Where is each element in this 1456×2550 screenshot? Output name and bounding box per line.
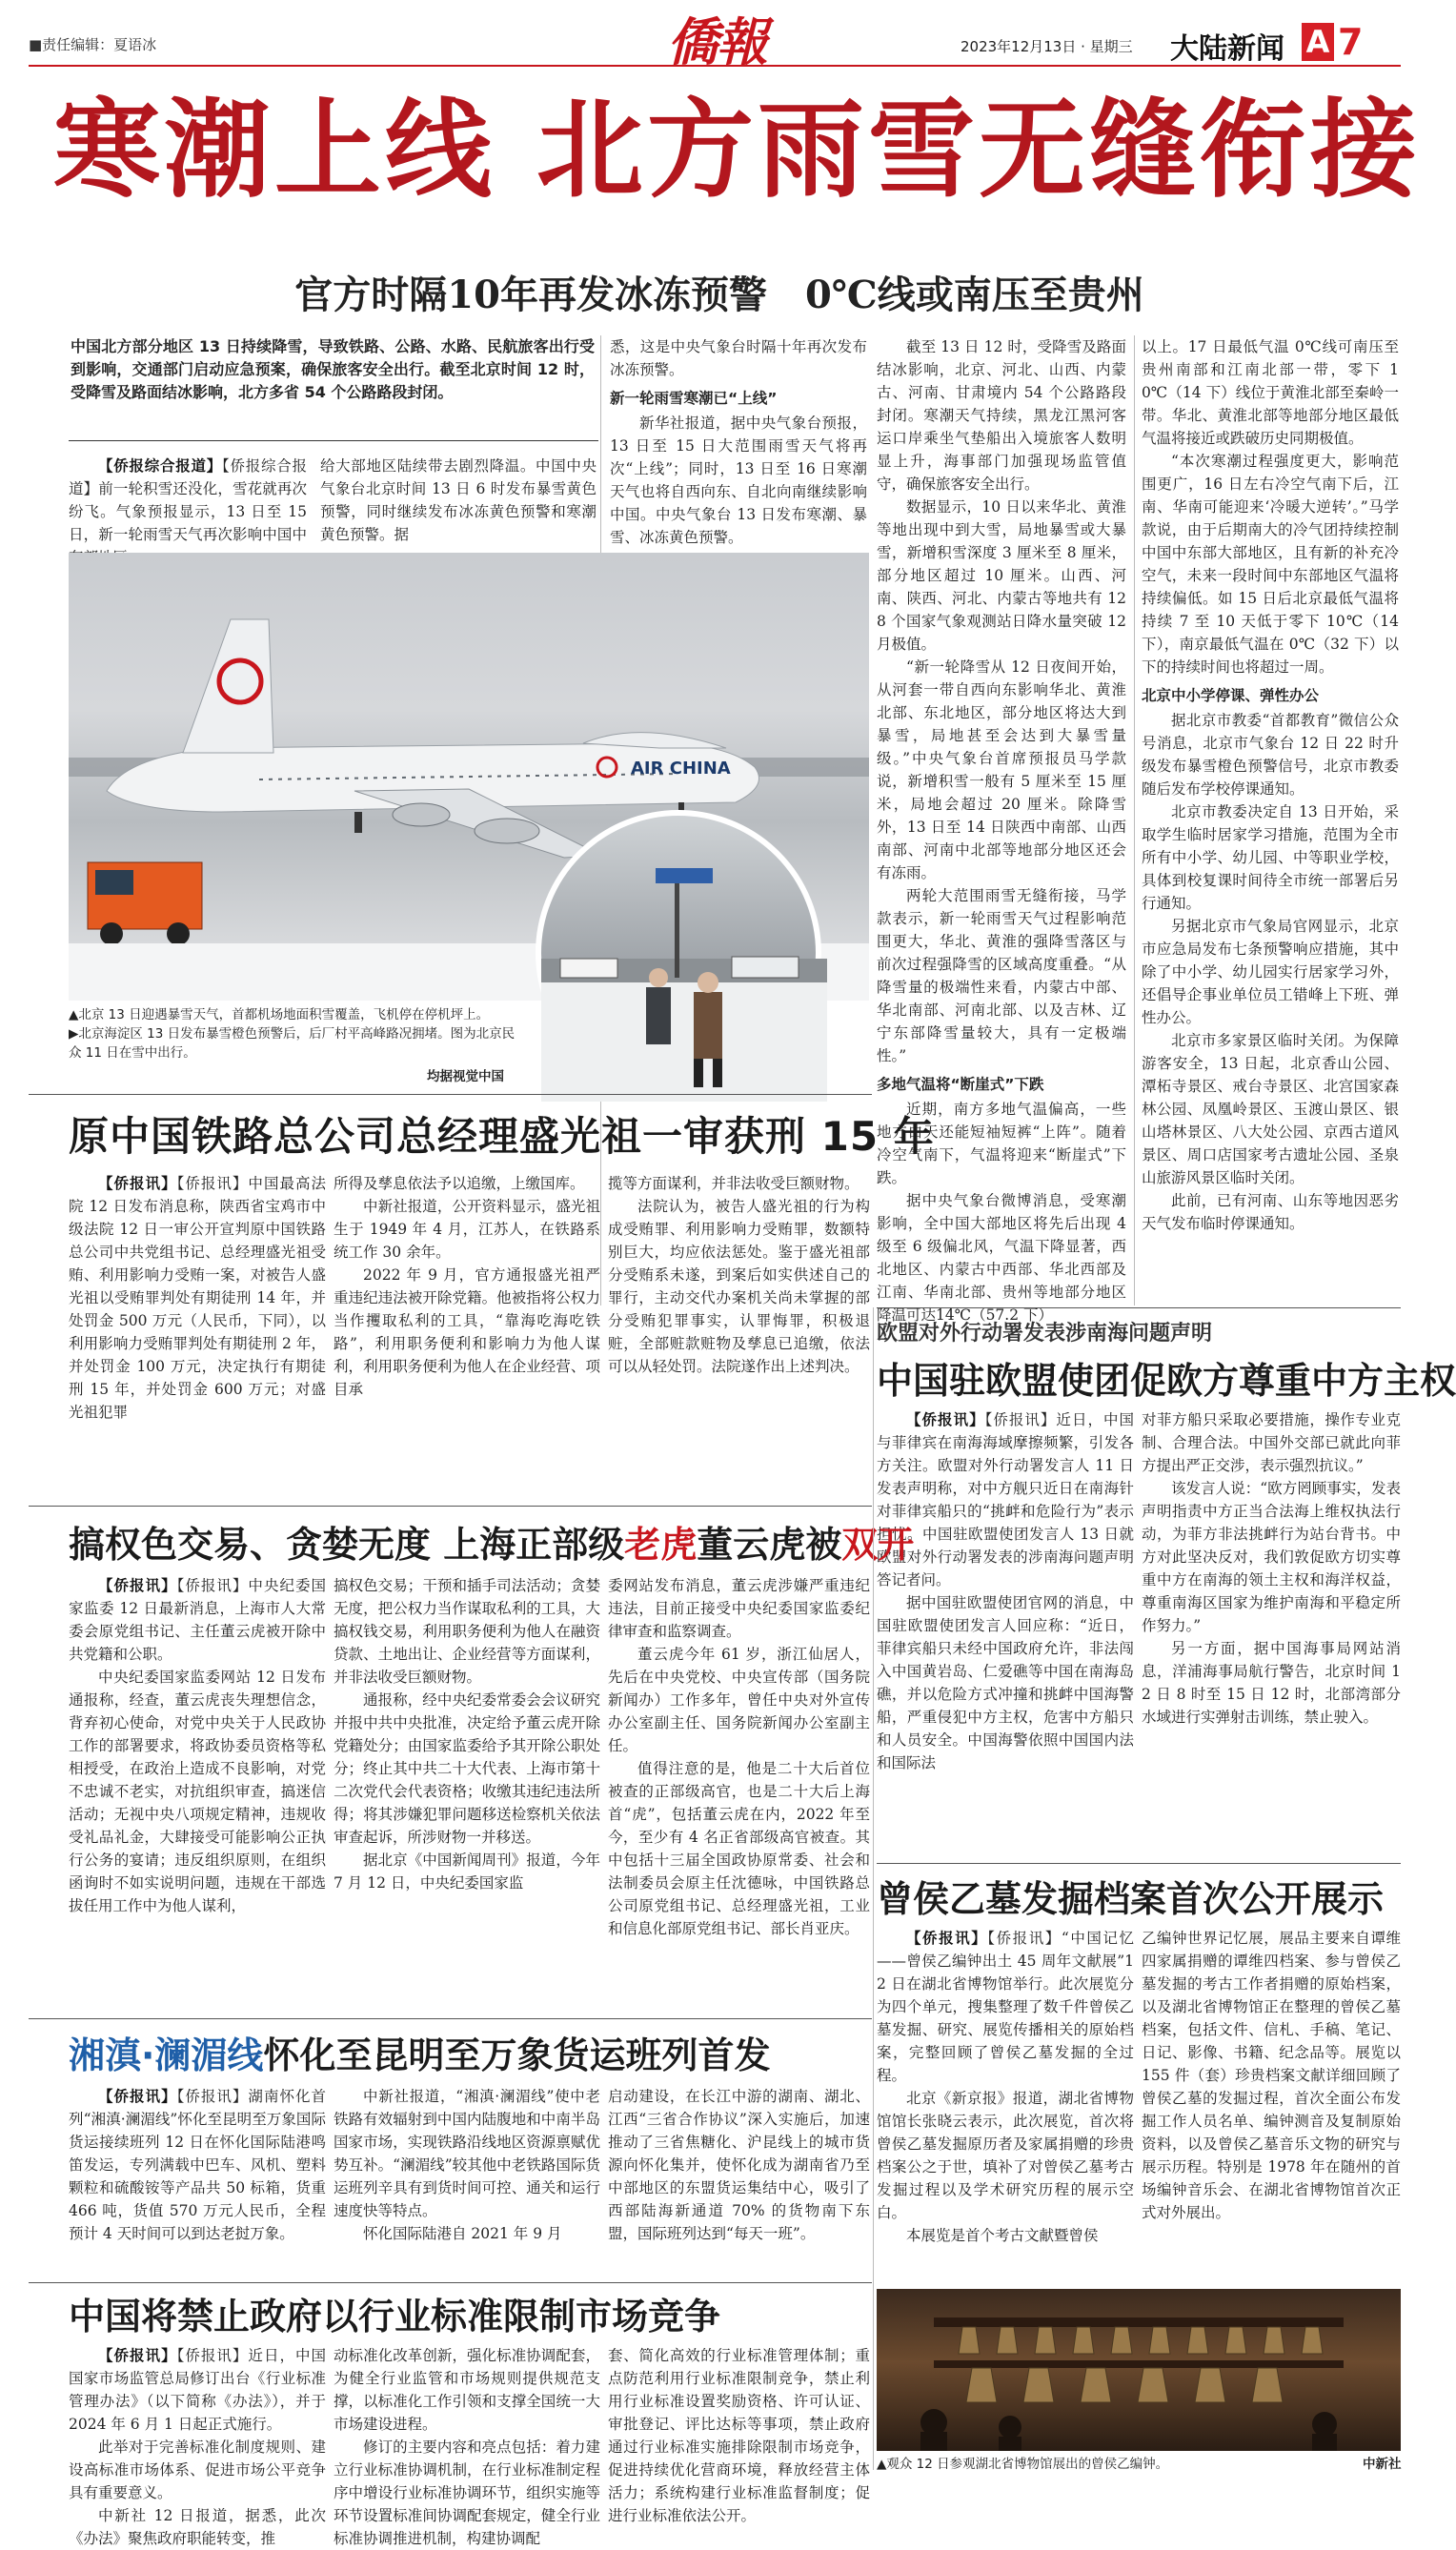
article3-headline-highlight: 双开 <box>841 1524 915 1566</box>
lead-summary: 中国北方部分地区 13 日持续降雪，导致铁路、公路、水路、民航旅客出行受到影响，交通部门启动应急预案，确保旅客安全出行。截至北京时间 12 时，受降雪及路面结冰影响，北方多省 54 个公路路段封闭。 <box>71 337 595 401</box>
section-rule <box>877 1863 1401 1864</box>
lead-body-col3: 悉，这是中央气象台时隔十年再次发布冰冻预警。 新一轮雨雪寒潮已“上线” 新华社报道，据中央气象台预报，13 日至 15 日大范围雨雪天气将再次“上线”；同时，13 日至 16 日寒潮天气也将自西向东、自北向南继续影响中国。中央气象台 13 日发布寒潮、暴雪、冰冻黄色预警。 <box>610 338 867 546</box>
article6-headline: 中国驻欧盟使团促欧方尊重中方主权 <box>877 1360 1456 1402</box>
article3-headline <box>69 1515 914 1568</box>
article6-kicker: 欧盟对外行动署发表涉南海问题声明 <box>877 1322 1213 1346</box>
lead-subhead: 官方时隔10年再发冰冻预警 0℃线或南压至贵州 <box>294 273 1144 317</box>
article4-col3: 启动建设，在长江中游的湖南、湖北、江西“三省合作协议”深入实施后，加速推动了三省焦糖化、沪昆线上的城市货源向怀化集并，使怀化成为湖南省乃至中部地区的东盟货运集结中心，吸引了西部陆海新通道 70% 的货物南下东盟，国际班列达到“每天一班”。 <box>608 2088 870 2242</box>
lead-headline: 寒潮上线 北方雨雪无缝衔接 <box>53 89 1421 212</box>
lead-photo-credit: 均据视觉中国 <box>427 1069 504 1084</box>
lead-body-col2: 给大部地区陆续带去剧烈降温。中国中央气象台北京时间 13 日 6 时发布暴雪黄色预警，同时继续发布冰冻黄色预警和寒潮黄色预警。据 <box>320 457 597 543</box>
article5-col3: 套、简化高效的行业标准管理体制；重点防范利用行业标准限制竞争，禁止利用行业标准设置奖励资格、许可认证、审批登记、评比达标等事项，禁止政府通过行业标准实施排除限制市场竞争，促进持续优化营商环境，释放经营主体活力；系统构建行业标准监督制度；促进行业标准依法公开。 <box>608 2347 870 2524</box>
header-rule <box>29 65 1401 67</box>
article3-headline-highlight: 老虎 <box>624 1524 698 1566</box>
article2-col1: 【侨报讯】【侨报讯】中国最高法院 12 日发布消息称，陕西省宝鸡市中级法院 12 日一审公开宣判原中国铁路总公司中共党组书记、总经理盛光祖受贿、利用影响力受贿一案，对被告人盛光祖以受贿罪判处有期徒刑 14 年，并处罚金 500 万元（人民币，下同），以利用影响力受贿罪判处有期徒刑 2 年，并处罚金 100 万元，决定执行有期徒刑 15 年，并处罚金 600 万元；对盛光祖犯罪 <box>69 1175 326 1421</box>
street-snow-photo <box>536 810 821 1096</box>
summary-rule <box>69 440 598 441</box>
street-scene <box>541 816 827 1102</box>
article6-col2: 对菲方船只采取必要措施，操作专业克制、合理合法。中国外交部已就此向菲方提出严正交涉，表示强烈抗议。” 该发言人说：“欧方罔顾事实，发表声明指责中方正当合法海上维权执法行动，为菲方非法挑衅行为站台背书。中方对此坚决反对，我们敦促欧方切实尊重中方在南海的领土主权和海洋权益，尊重南海区国家为维护南海和平稳定所作努力。” 另一方面，据中国海事局网站消息，洋浦海事局航行警告，北京时间 12 日 8 时至 15 日 12 时，北部湾部分水域进行实弹射击训练，禁止驶入。 <box>1142 1411 1401 1726</box>
article4-headline <box>69 2026 770 2078</box>
page-number: 7 <box>1338 21 1364 63</box>
museum-photo-credit: 中新社 <box>1363 2457 1402 2472</box>
article6-col1: 【侨报讯】【侨报讯】近日，中国与菲律宾在南海海域摩擦频繁，引发各方关注。欧盟对外行动署发言人 11 日发表声明称，对中方舰只近日在南海针对菲律宾船只的“挑衅和危险行为”表示担忧。中国驻欧盟使团发言人 13 日就欧盟对外行动署发表的涉南海问题声明答记者问。 据中国驻欧盟使团官网的消息，中国驻欧盟使团发言人回应称：“近日，菲律宾船只未经中国政府允许，非法闯入中国黄岩岛、仁爱礁等中国在南海岛礁，并以危险方式冲撞和挑衅中国海警船，严重侵犯中方主权，危害中方船只和人员安全。中国海警依照中国国内法和国际法 <box>877 1411 1134 1771</box>
editor-line: ■责任编辑：夏语冰 <box>29 36 157 53</box>
article2-col2: 所得及孳息依法予以追缴，上缴国库。 中新社报道，公开资料显示，盛光祖生于 1949 年 4 月，江苏人，在铁路系统工作 30 余年。 2022 年 9 月，官方通报盛光祖严重违纪违法被开除党籍。他被指将公权力当作攫取私利的工具，“靠海吃海吃铁路”，利用职务便利和影响力为他人谋利，利用职务便利为他人在企业经营、项目承 <box>334 1175 600 1398</box>
col-divider <box>873 1307 874 2470</box>
bells-scene <box>877 2289 1401 2451</box>
section-rule <box>877 1307 1401 1308</box>
newspaper-logo: 僑報 <box>667 11 766 72</box>
article4-headline-part: 怀化至昆明至万象货运班列首发 <box>263 2034 771 2076</box>
article4-col1: 【侨报讯】【侨报讯】湖南怀化首列“湘滇·澜湄线”怀化至昆明至万象国际货运接续班列 12 日在怀化国际陆港鸣笛发运，专列满载中巴车、风机、塑料颗粒和硫酸铵等产品共 50 标箱，货重 466 吨，货值 570 万元人民币，全程预计 4 天时间可以到达老挝万象。 <box>69 2088 326 2242</box>
lead-body-col1: 【侨报综合报道】【侨报综合报道】前一轮积雪还没化，雪花就再次纷飞。气象预报显示，13 日至 15 日，新一轮雨雪天气再次影响中国中 <box>69 457 307 543</box>
museum-photo-caption: ▲观众 12 日参观湖北省博物馆展出的曾侯乙编钟。 <box>877 2457 1169 2472</box>
section-rule <box>29 1506 872 1507</box>
article7-col2: 乙编钟世界记忆展，展品主要来自谭维四家属捐赠的谭维四档案、参与曾侯乙墓发掘的考古工作者捐赠的原始档案，以及湖北省博物馆正在整理的曾侯乙墓档案，包括文件、信札、手稿、笔记、日记、影像、书籍、纪念品等。展览以 155 件（套）珍贵档案文献详细回顾了曾侯乙墓的发掘过程，首次全面公布发掘工作人员名单、编钟测音及复制原始资料，以及曾侯乙墓音乐文物的研究与展示历程。特别是 1978 年在随州的首场编钟音乐会、在湖北省博物馆首次正式对外展出。 <box>1142 1930 1401 2221</box>
article3-headline-part: 董云虎被 <box>697 1524 842 1566</box>
lead-photo-caption: ▲北京 13 日迎遇暴雪天气，首都机场地面积雪覆盖，飞机停在停机坪上。 ▶北京海淀区 13 日发布暴雪橙色预警后，后厂村平高峰路况拥堵。图为北京民众 11 日在雪中出行。 <box>69 1007 516 1061</box>
section-rule <box>29 2018 872 2019</box>
section-rule <box>29 1094 872 1095</box>
museum-bells-photo <box>877 2289 1401 2451</box>
section-rule <box>29 2282 872 2283</box>
article3-headline-part: 搞权色交易、贪婪无度 上海正部级 <box>69 1524 625 1566</box>
article4-col2: 中新社报道，“湘滇·澜湄线”使中老铁路有效辐射到中国内陆腹地和中南半岛国家市场，实现铁路沿线地区资源禀赋优势互补。“澜湄线”较其他中老铁路国际货运班列辛具有到货时间可控、通关和运行速度快等特点。 怀化国际陆港自 2021 年 9 月 <box>334 2088 600 2242</box>
article5-headline: 中国将禁止政府以行业标准限制市场竞争 <box>69 2296 721 2338</box>
col-divider <box>1134 335 1135 1305</box>
article7-col1: 【侨报讯】【侨报讯】“中国记忆——曾侯乙编钟出土 45 周年文献展”12 日在湖北省博物馆举行。此次展览分为四个单元，搜集整理了数千件曾侯乙墓发掘、研究、展览传播相关的原始档案，完整回顾了曾侯乙墓发掘的全过程。 北京《新京报》报道，湖北省博物馆馆长张晓云表示，此次展览，首次将曾侯乙墓发掘原历者及家属捐赠的珍贵档案公之于世，填补了对曾侯乙墓考古发掘过程以及学术研究历程的展示空白。 本展览是首个考古文献暨曾侯 <box>877 1930 1134 2244</box>
article3-col1: 【侨报讯】【侨报讯】中央纪委国家监委 12 日最新消息，上海市人大常委会原党组书记、主任董云虎被开除中共党籍和公职。 中央纪委国家监委网站 12 日发布通报称，经查，董云虎丧失理想信念，背弃初心使命，对党中央关于人民政协工作的部署要求，将政协委员资格等私相授受，在政治上造成不良影响，对党不忠诚不老实，对抗组织审查，搞迷信活动；无视中央八项规定精神，违规收受礼品礼金，大肆接受可能影响公正执行公务的宴请；违反组织原则，在组织函询时不如实说明问题，违规在干部选拔任用工作中为他人谋利， <box>69 1577 326 1914</box>
article7-headline: 曾侯乙墓发掘档案首次公开展示 <box>877 1878 1385 1920</box>
article4-headline-highlight: 湘滇·澜湄线 <box>69 2034 264 2076</box>
page-letter: A <box>1302 23 1334 61</box>
airline-livery: AIR CHINA <box>631 759 731 779</box>
article3-col2: 搞权色交易；干预和插手司法活动；贪婪无度，把公权力当作谋取私利的工具，大搞权钱交易，利用职务便利为他人在融资贷款、土地出让、企业经营等方面谋利，并非法收受巨额财物。 通报称，经中央纪委常委会会议研究并报中共中央批准，决定给予董云虎开除党籍处分；由国家监委给予其开除公职处分；终止其中共二十大代表、上海市第十二次党代会代表资格；收缴其违纪违法所得；将其涉嫌犯罪问题移送检察机关依法审查起诉，所涉财物一并移送。 据北京《中国新闻周刊》报道，今年 7 月 12 日，中央纪委国家监 <box>334 1577 600 1892</box>
article2-headline: 原中国铁路总公司总经理盛光祖一审获刑 15 年 <box>69 1113 935 1160</box>
lead-body-col4: 截至 13 日 12 时，受降雪及路面结冰影响，北京、河北、山西、内蒙古、河南、甘肃境内 54 个公路路段封闭。寒潮天气持续，黑龙江黑河客运口岸乘坐气垫船出入境旅客人数明显上升，海事部门加强现场监管值守，确保旅客安全出行。 数据显示，10 日以来华北、黄淮等地出现中到大雪，局地暴雪或大暴雪，新增积雪深度 3 厘米至 8 厘米，部分地区超过 10 厘米。山西、河南、陕西、河北、内蒙古等地共有 128 个国家气象观测站日降水量突破 12 月极值。 “新一轮降雪从 12 日夜间开始，从河套一带自西向东影响华北、黄淮北部、东北地区，部分地区将达大到暴雪，局地甚至会达到大暴雪量级。”中央气象台首席预报员马学款说，新增积雪一般有 5 厘米至 15 厘米，局地会超过 20 厘米。除降雪外，13 日至 14 日陕西中南部、山西南部、河南中北部等地部分地区还会有冻雨。 两轮大范围雨雪无缝衔接，马学款表示，新一轮雨雪天气过程影响范围更大，华北、黄淮的强降雪落区与前次过程强降雪的区域高度重叠。“从降雪量的极端性来看，内蒙古中部、华北南部、河南北部、以及吉林、辽宁东部降雪量较大，具有一定极端性。” 多地气温将“断崖式”下跌 近期，南方多地气温偏高，一些地方白天还能短袖短裤“上阵”。随着冷空气南下，气温将迎来“断崖式”下跌。 据中央气象台微博消息，受寒潮影响，全中国大部地区将先后出现 4 级至 6 级偏北风，气温下降显著，西北地区、内蒙古中西部、华北西部及江南、华南北部、贵州等地部分地区降温可达14℃（57.2 下） <box>877 338 1126 1324</box>
article3-col3: 委网站发布消息，董云虎涉嫌严重违纪违法，目前正接受中央纪委国家监委纪律审查和监察调查。 董云虎今年 61 岁，浙江仙居人，先后在中央党校、中央宣传部（国务院新闻办）工作多年，曾任中央对外宣传办公室副主任、国务院新闻办公室副主任。 值得注意的是，他是二十大后首位被查的正部级高官，也是二十大后上海首“虎”，包括董云虎在内，2022 年至今，至少有 4 名正省部级高官被查。其中包括十三届全国政协原常委、社会和法制委员会原主任沈德咏，中国铁路总公司原党组书记、总经理盛光祖，工业和信息化部原党组书记、部长肖亚庆。 <box>608 1577 870 1937</box>
article5-col1: 【侨报讯】【侨报讯】近日，中国国家市场监管总局修订出台《行业标准管理办法》（以下简称《办法》），并于 2024 年 6 月 1 日起正式施行。 此举对于完善标准化制度规则、建设高标准市场体系、促进市场公平竞争具有重要意义。 中新社 12 日报道，据悉，此次《办法》聚焦政府职能转变，推 <box>69 2347 326 2547</box>
article5-col2: 动标准化改革创新，强化标准协调配套，为健全行业监管和市场规则提供规范支撑，以标准化工作引领和支撑全国统一大市场建设进程。 修订的主要内容和亮点包括：着力建立行业标准协调机制，在行业标准制定程序中增设行业标准协调环节，组织实施等环节设置标准间协调配套规定，健全行业标准协调推进机制，构建协调配 <box>334 2347 600 2547</box>
section-name: 大陆新闻 <box>1170 32 1284 66</box>
article2-col3: 揽等方面谋利，并非法收受巨额财物。 法院认为，被告人盛光祖的行为构成受贿罪、利用影响力受贿罪，数额特别巨大，均应依法惩处。鉴于盛光祖部分受贿系未遂，到案后如实供述自己的罪行，主动交代办案机关尚未掌握的部分受贿犯罪事实，认罪悔罪，积极退赃，全部赃款赃物及孳息已追缴，依法可以从轻处罚。法院遂作出上述判决。 <box>608 1175 870 1375</box>
issue-date: 2023年12月13日 · 星期三 <box>961 38 1133 55</box>
lead-body-col5: 以上。17 日最低气温 0℃线可南压至贵州南部和江南北部一带，零下 10℃（14 下）线位于黄淮北部至秦岭一带。华北、黄淮北部等地部分地区最低气温将接近或跌破历史同期极值。 “本次寒潮过程强度更大，影响范围更广，16 日左右冷空气南下后，江南、华南可能迎来‘冷暖大逆转’。”马学款说，由于后期南大的冷气团持续控制中国中东部大部地区，且有新的补充冷空气，未来一段时间中东部地区气温将持续偏低。如 15 日后北京最低气温将持续 7 至 10 天低于零下 10℃（14 下），南京最低气温在 0℃（32 下）以下的持续时间也将超过一周。 北京中小学停课、弹性办公 据北京市教委“首都教育”微信公众号消息，北京市气象台 12 日 22 时升级发布暴雪橙色预警信号，北京市教委随后发布学校停课通知。 北京市教委决定自 13 日开始，采取学生临时居家学习措施，范围为全市所有中小学、幼儿园、中等职业学校，具体到校复课时间待全市统一部署后另行通知。 另据北京市气象局官网显示，北京市应急局发布七条预警响应措施，其中除了中小学、幼儿园实行居家学习外，还倡导企事业单位员工错峰上下班、弹性办公。 北京市多家景区临时关闭。为保障游客安全，13 日起，北京香山公园、潭柘寺景区、戒台寺景区、北宫国家森林公园、凤凰岭景区、玉渡山景区、银山塔林景区、八大处公园、京西古道风景区、周口店国家考古遗址公园、圣泉山旅游风景区临时关闭。 此前，已有河南、山东等地因恶劣天气发布临时停课通知。 <box>1142 338 1399 1232</box>
